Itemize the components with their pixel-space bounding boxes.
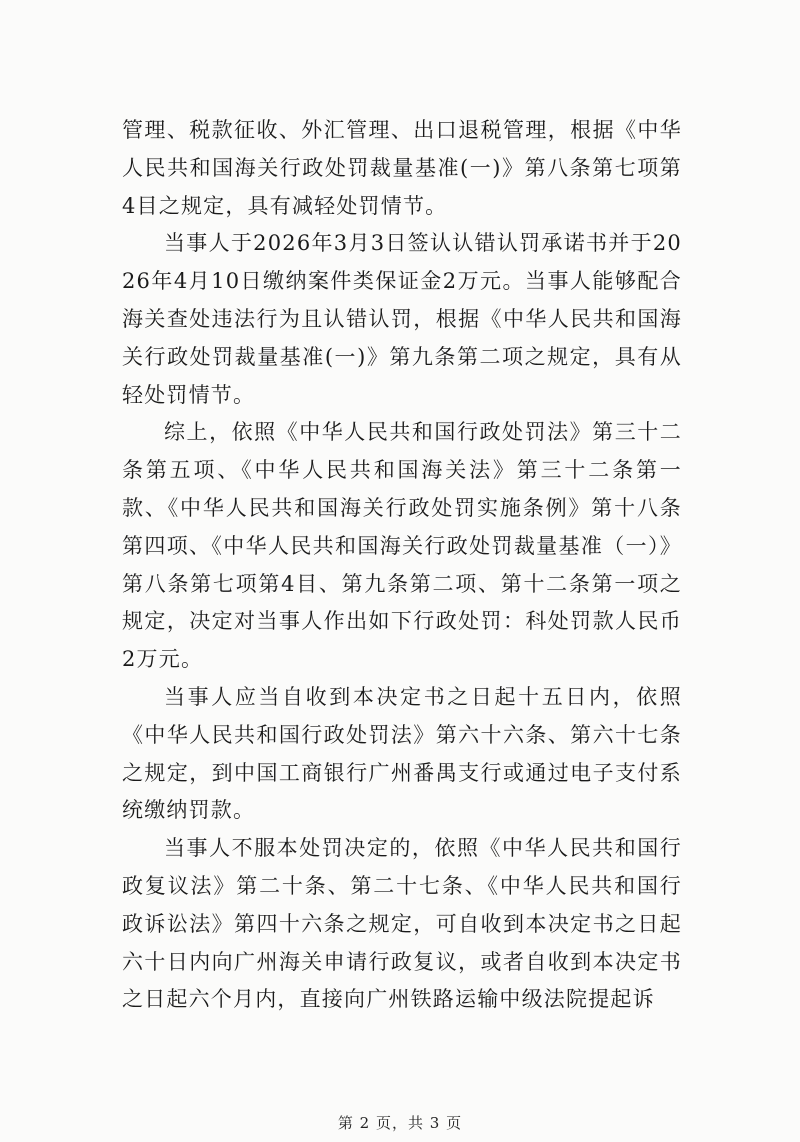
paragraph-1: 管理、税款征收、外汇管理、出口退税管理，根据《中华人民共和国海关行政处罚裁量基准(一)》第八条第七项第4目之规定，具有减轻处罚情节。 [122, 118, 682, 218]
paragraph-3: 综上，依照《中华人民共和国行政处罚法》第三十二条第五项、《中华人民共和国海关法》第三十二条第一款、《中华人民共和国海关行政处罚实施条例》第十八条第四项、《中华人民共和国海关行政处罚裁量基准（一）》第八条第七项第4目、第九条第二项、第十二条第一项之规定，决定对当事人作出如下行政处罚：科处罚款人民币2万元。 [122, 420, 682, 672]
page-number-footer: 第 2 页，共 3 页 [337, 1114, 463, 1132]
paragraph-2: 当事人于2026年3月3日签认认错认罚承诺书并于2026年4月10日缴纳案件类保证金2万元。当事人能够配合海关查处违法行为且认错认罚，根据《中华人民共和国海关行政处罚裁量基准(一)》第九条第二项之规定，具有从轻处罚情节。 [122, 231, 682, 407]
paragraph-4: 当事人应当自收到本决定书之日起十五日内，依照《中华人民共和国行政处罚法》第六十六条、第六十七条之规定，到中国工商银行广州番禺支行或通过电子支付系统缴纳罚款。 [122, 684, 682, 823]
document-body [122, 112, 682, 1019]
paragraph-5: 当事人不服本处罚决定的，依照《中华人民共和国行政复议法》第二十条、第二十七条、《中华人民共和国行政诉讼法》第四十六条之规定，可自收到本决定书之日起六十日内向广州海关申请行政复议，或者自收到本决定书之日起六个月内，直接向广州铁路运输中级法院提起诉 [122, 836, 682, 1012]
